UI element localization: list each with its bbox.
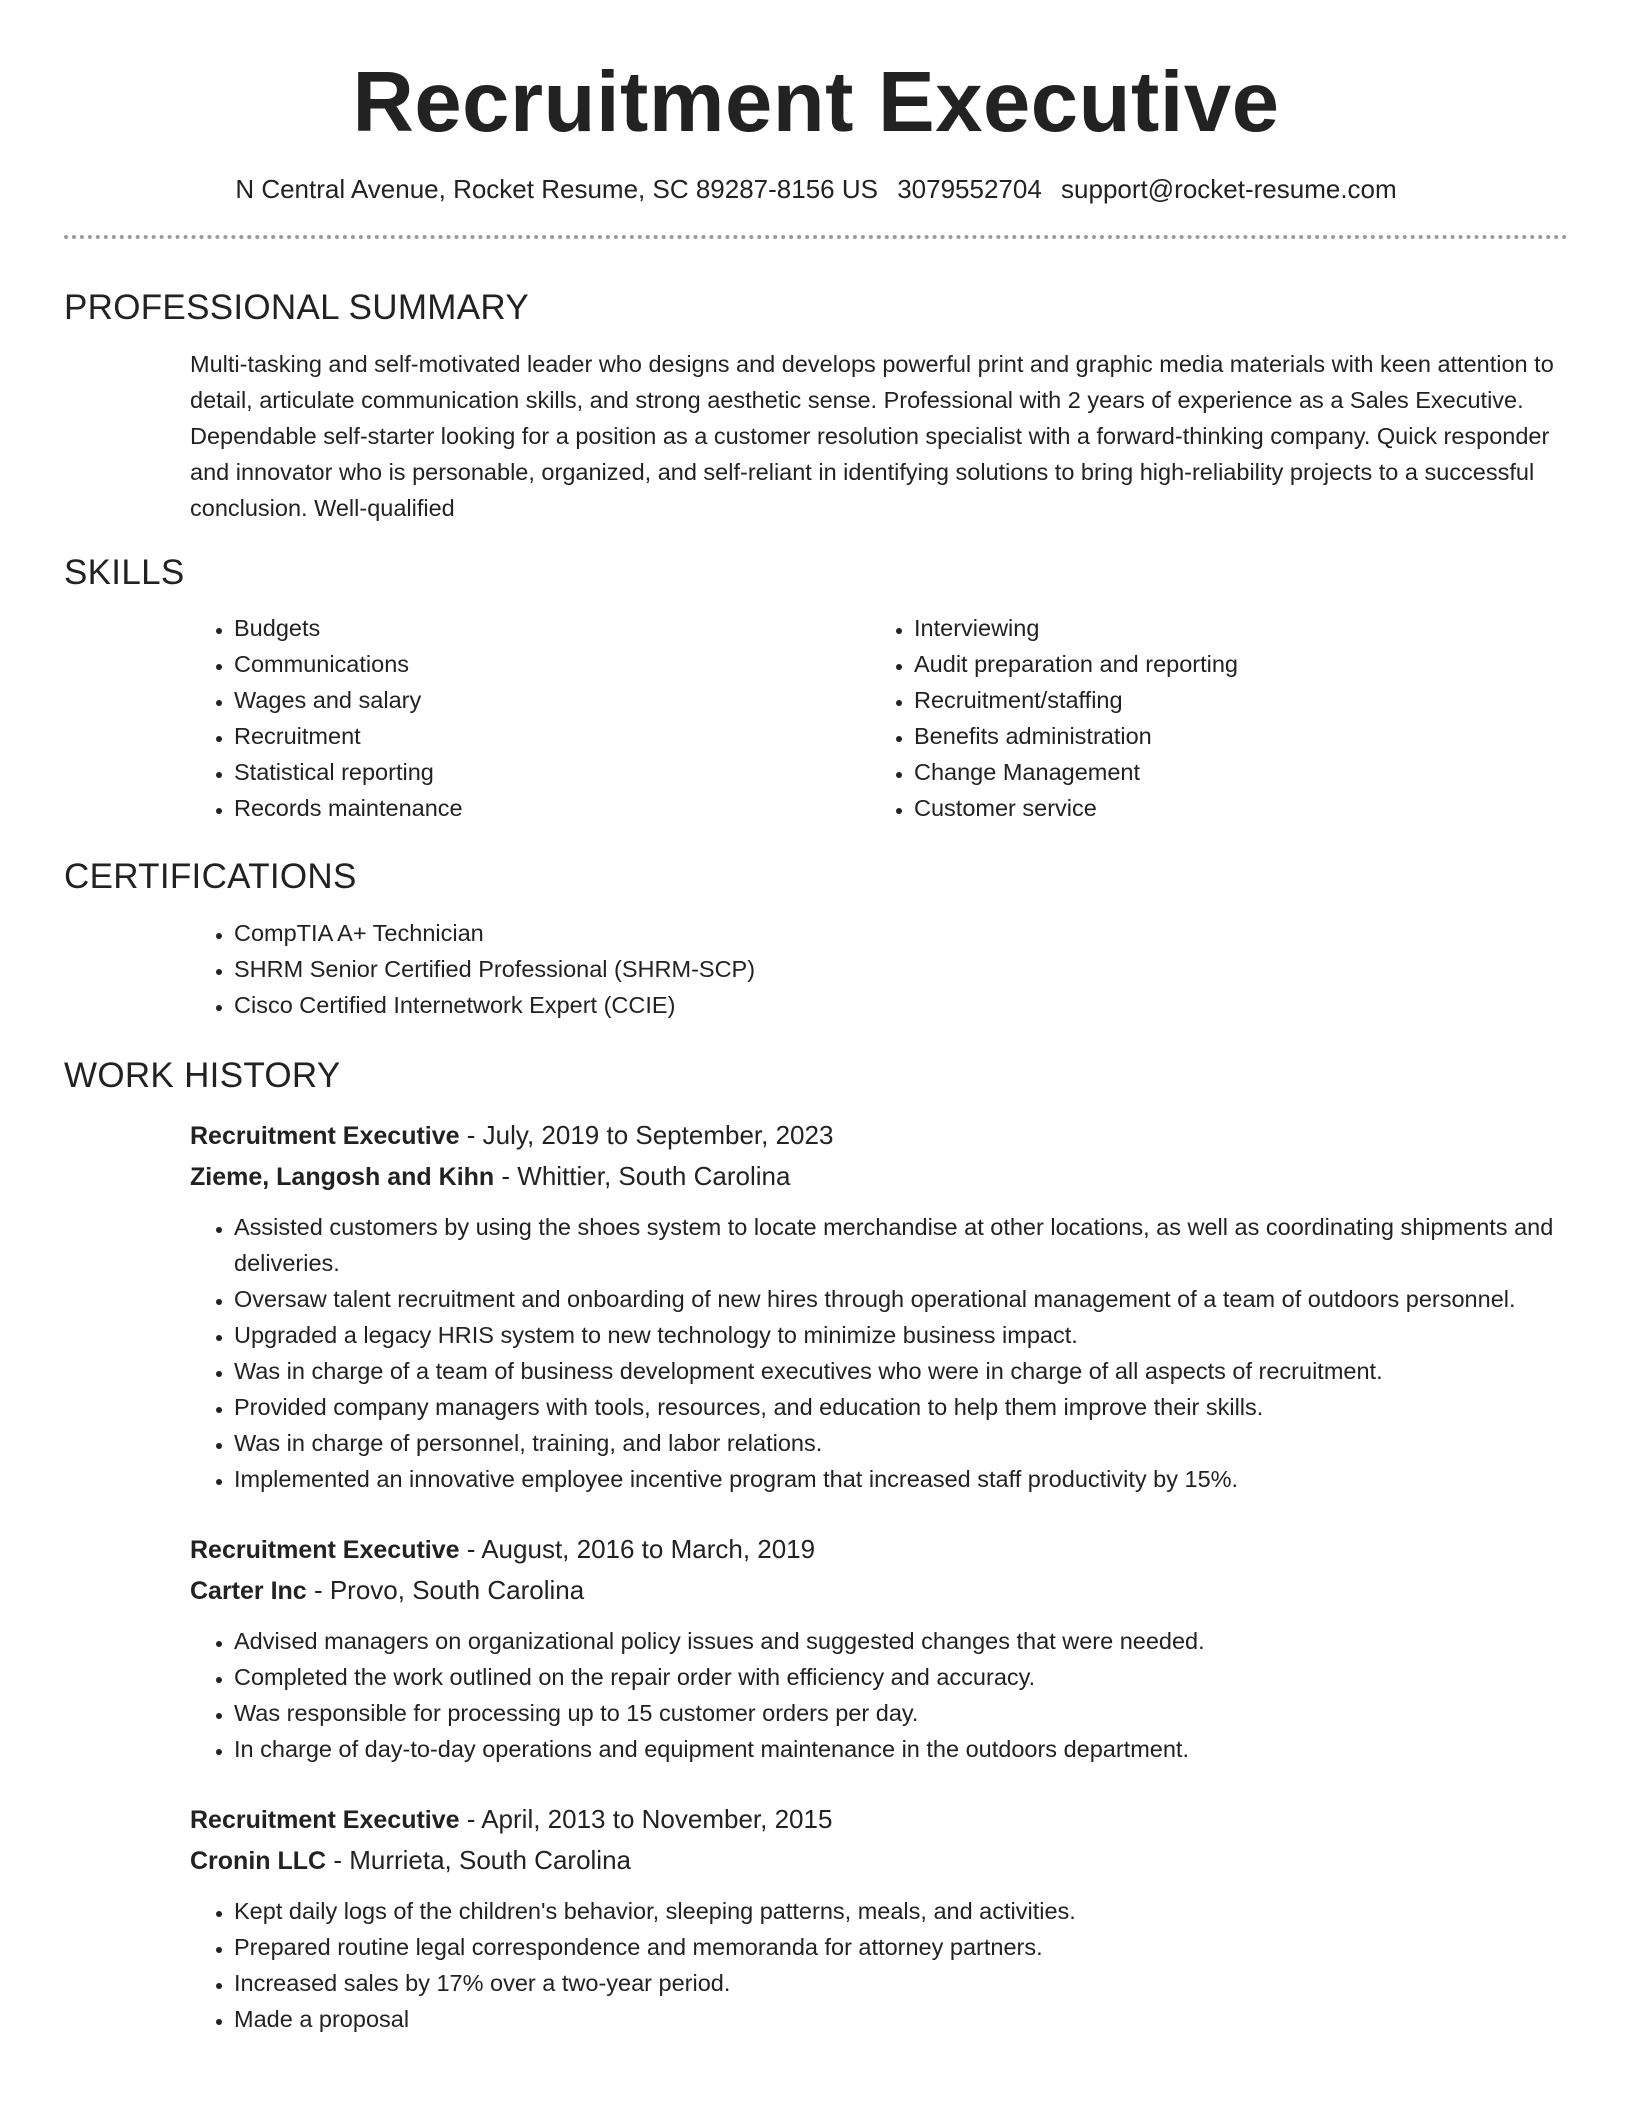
header-divider — [64, 235, 1568, 239]
contact-address: N Central Avenue, Rocket Resume, SC 89287-8156 US — [235, 174, 878, 204]
certifications-list — [190, 915, 1568, 1023]
skills-grid — [190, 610, 1568, 826]
job-bullet: • Advised managers on organizational policy issues and suggested changes that were needed. — [234, 1623, 1568, 1659]
skills-column-left — [190, 610, 870, 826]
job-role: Recruitment Executive — [190, 1536, 460, 1564]
job-location: - Provo, South Carolina — [306, 1575, 585, 1605]
skill-item: • Customer service — [914, 790, 1550, 826]
job-bullet: • Kept daily logs of the children's behavior, sleeping patterns, meals, and activities. — [234, 1893, 1568, 1929]
job-entry — [190, 1799, 1568, 2037]
job-title-line — [190, 1115, 1568, 1156]
job-location: - Murrieta, South Carolina — [326, 1845, 631, 1875]
skill-item: • Audit preparation and reporting — [914, 646, 1550, 682]
summary-section — [64, 289, 1568, 526]
job-bullet: • Prepared routine legal correspondence and memoranda for attorney partners. — [234, 1929, 1568, 1965]
contact-phone: 3079552704 — [897, 174, 1042, 204]
certifications-section — [64, 858, 1568, 1023]
job-bullets — [190, 1893, 1568, 2037]
skill-item: • Wages and salary — [234, 682, 870, 718]
job-bullet: • Was in charge of a team of business development executives who were in charge of all aspects of recruitment. — [234, 1353, 1568, 1389]
job-company: Cronin LLC — [190, 1847, 327, 1875]
job-company: Carter Inc — [190, 1577, 307, 1605]
job-location: - Whittier, South Carolina — [494, 1161, 791, 1191]
job-role: Recruitment Executive — [190, 1806, 460, 1834]
job-bullets — [190, 1209, 1568, 1497]
job-bullet: • Was responsible for processing up to 15 customer orders per day. — [234, 1695, 1568, 1731]
certification-item: • SHRM Senior Certified Professional (SHRM-SCP) — [234, 951, 1568, 987]
job-bullet: • Made a proposal — [234, 2001, 1568, 2037]
job-dates: - April, 2013 to November, 2015 — [459, 1804, 833, 1834]
work-history-heading: WORK HISTORY — [64, 1055, 341, 1095]
certification-item: • CompTIA A+ Technician — [234, 915, 1568, 951]
skills-section — [64, 554, 1568, 827]
skill-item: • Records maintenance — [234, 790, 870, 826]
job-dates: - July, 2019 to September, 2023 — [459, 1120, 834, 1150]
work-history-section — [64, 1057, 1568, 2038]
skill-item: • Communications — [234, 646, 870, 682]
resume-name-title: Recruitment Executive — [352, 55, 1280, 150]
summary-text: Multi-tasking and self-motivated leader who designs and develops powerful print and graphic media materials with keen attention to detail, articulate communication skills, and strong aesthetic sense. Professional with 2 years of experience as a Sales Executive. Dependable self-starter looking for a position as a customer resolution specialist with a forward-thinking company. Quick responder and innovator who is personable, organized, and self-reliant in identifying solutions to bring high-reliability projects to a successful conclusion. Well-qualified — [190, 350, 1554, 521]
job-role: Recruitment Executive — [190, 1122, 460, 1150]
skill-item: • Interviewing — [914, 610, 1550, 646]
contact-email: support@rocket-resume.com — [1061, 174, 1397, 204]
job-bullet: • Completed the work outlined on the repair order with efficiency and accuracy. — [234, 1659, 1568, 1695]
job-bullet: • Provided company managers with tools, resources, and education to help them improve their skills. — [234, 1389, 1568, 1425]
skill-item: • Change Management — [914, 754, 1550, 790]
job-bullet: • Upgraded a legacy HRIS system to new technology to minimize business impact. — [234, 1317, 1568, 1353]
skill-item: • Statistical reporting — [234, 754, 870, 790]
job-title-line — [190, 1799, 1568, 1840]
skills-heading: SKILLS — [64, 552, 185, 592]
job-bullet: • Oversaw talent recruitment and onboarding of new hires through operational management of a team of outdoors personnel. — [234, 1281, 1568, 1317]
skills-column-right — [870, 610, 1550, 826]
job-company: Zieme, Langosh and Kihn — [190, 1163, 495, 1191]
job-company-line — [190, 1840, 1568, 1881]
job-entry — [190, 1115, 1568, 1497]
skill-item: • Benefits administration — [914, 718, 1550, 754]
job-company-line — [190, 1570, 1568, 1611]
skill-item: • Recruitment — [234, 718, 870, 754]
job-company-line — [190, 1156, 1568, 1197]
job-bullet: • Increased sales by 17% over a two-year period. — [234, 1965, 1568, 2001]
job-bullet: • Implemented an innovative employee incentive program that increased staff productivity by 15%. — [234, 1461, 1568, 1497]
job-bullet: • In charge of day-to-day operations and equipment maintenance in the outdoors department. — [234, 1731, 1568, 1767]
certification-item: • Cisco Certified Internetwork Expert (CCIE) — [234, 987, 1568, 1023]
job-dates: - August, 2016 to March, 2019 — [459, 1534, 816, 1564]
job-bullets — [190, 1623, 1568, 1767]
job-title-line — [190, 1529, 1568, 1570]
summary-heading: PROFESSIONAL SUMMARY — [64, 288, 529, 327]
skill-item: • Budgets — [234, 610, 870, 646]
skill-item: • Recruitment/staffing — [914, 682, 1550, 718]
job-bullet: • Assisted customers by using the shoes system to locate merchandise at other locations, as well as coordinating shipments and deliveries. — [234, 1209, 1568, 1281]
job-entry — [190, 1529, 1568, 1767]
job-bullet: • Was in charge of personnel, training, and labor relations. — [234, 1425, 1568, 1461]
contact-line — [64, 174, 1568, 205]
certifications-heading: CERTIFICATIONS — [64, 857, 357, 896]
